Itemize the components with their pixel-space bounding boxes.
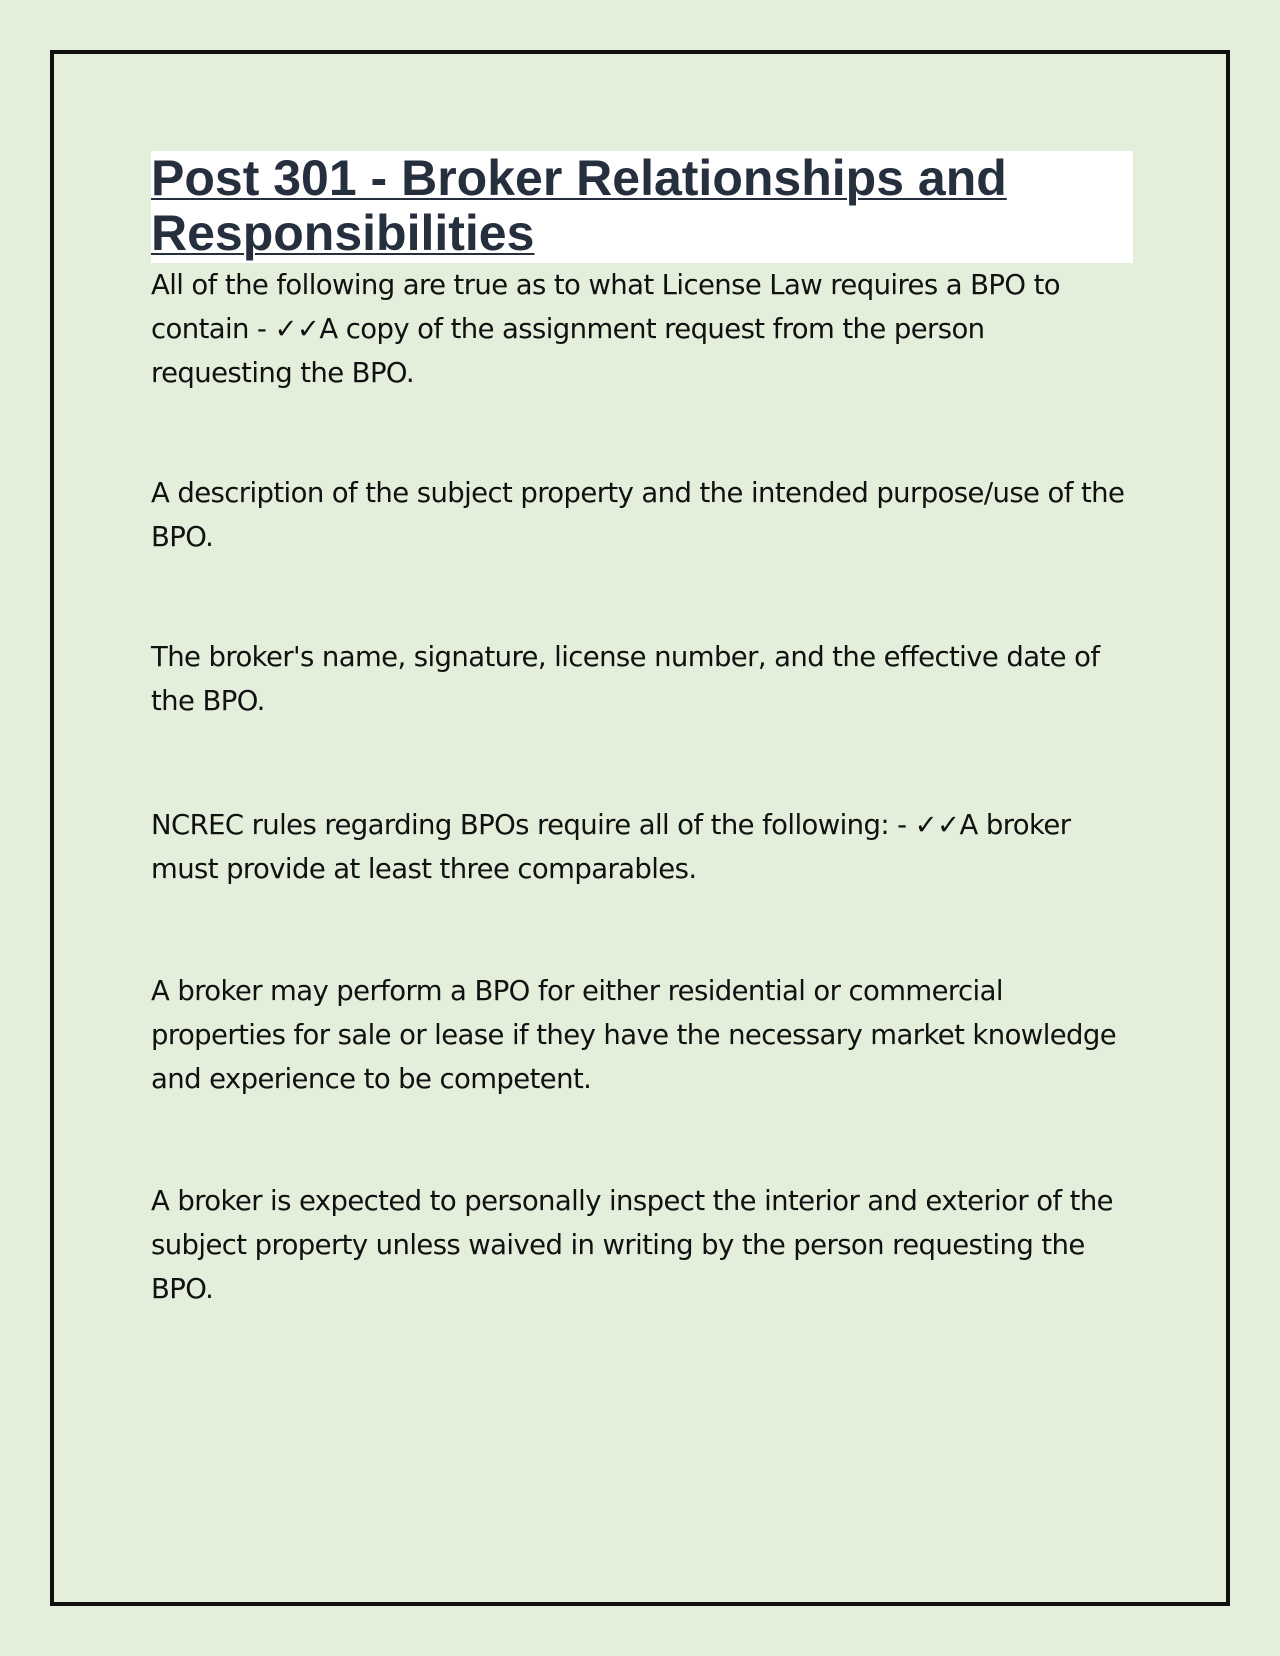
paragraph-license-law-requirements: All of the following are true as to what License Law requires a BPO to contain - ✓✓A copy of the assignment request from the person requesting the BPO. (151, 269, 1060, 389)
paragraph-inspection-requirement: A broker is expected to personally inspect the interior and exterior of the subject property unless waived in writing by the person requesting the BPO. (151, 1185, 1113, 1305)
title-block (151, 151, 1133, 263)
document-title: Post 301 - Broker Relationships and Responsibilities (151, 150, 1007, 261)
paragraph-ncrec-rules: NCREC rules regarding BPOs require all of the following: - ✓✓A broker must provide at least three comparables. (151, 809, 1071, 885)
paragraph-broker-details: The broker's name, signature, license number, and the effective date of the BPO. (151, 641, 1100, 717)
paragraph-broker-competency: A broker may perform a BPO for either residential or commercial properties for sale or lease if they have the necessary market knowledge and experience to be competent. (151, 975, 1117, 1095)
paragraph-property-description: A description of the subject property and the intended purpose/use of the BPO. (151, 477, 1125, 553)
document-content (151, 151, 1133, 1311)
